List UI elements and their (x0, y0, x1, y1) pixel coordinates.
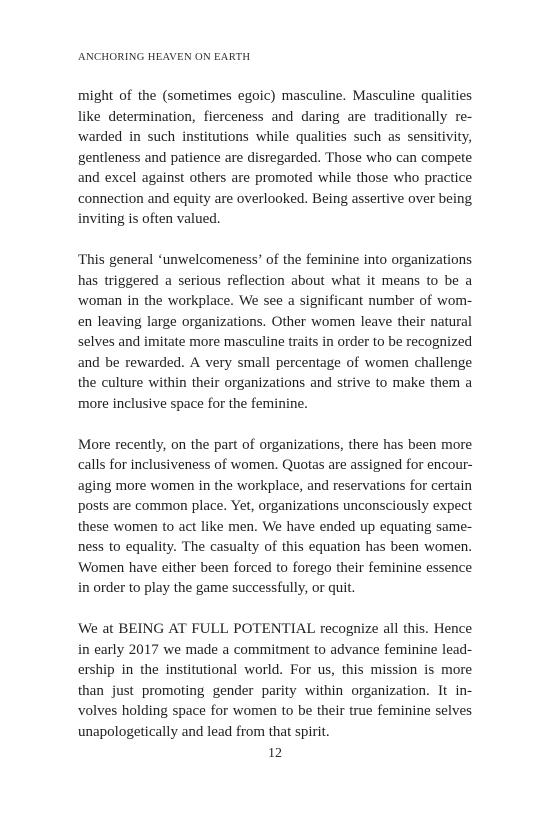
text-line: Women have either been forced to forego their feminine essence (78, 559, 472, 576)
text-line: gentleness and patience are disregarded. Those who can compete (78, 149, 472, 166)
text-line: This general ‘unwelcomeness’ of the feminine into organizations (78, 252, 472, 268)
text-line: in order to play the game successfully, or quit. (78, 580, 356, 596)
text-line: these women to act like men. We have ended up equating same- (78, 518, 472, 535)
text-line: and excel against others are promoted while those who practice (78, 170, 472, 186)
text-line: calls for inclusiveness of women. Quotas are assigned for encour- (78, 457, 473, 473)
page-number: 12 (268, 746, 282, 761)
text-line: more inclusive space for the feminine. (78, 395, 308, 412)
paragraph-gap (78, 230, 472, 251)
text-line: might of the (sometimes egoic) masculine. Masculine qualities (78, 88, 472, 104)
paragraph (78, 435, 472, 599)
text-line: More recently, on the part of organizations, there has been more (78, 436, 472, 453)
text-line: and be rewarded. A very small percentage of women challenge (78, 354, 472, 371)
paragraph (78, 250, 472, 414)
text-line: connection and equity are overlooked. Being assertive over being (78, 190, 472, 207)
paragraph (78, 619, 472, 742)
paragraph-gap (78, 599, 472, 620)
text-line: than just promoting gender parity within organization. It in- (78, 682, 472, 699)
text-line: warded in such institutions while qualities such as sensitivity, (78, 129, 472, 145)
text-line: like determination, fierceness and daring are traditionally re- (78, 108, 472, 125)
text-line: ership in the institutional world. For us, this mission is more (78, 662, 472, 678)
text-line: posts are common place. Yet, organizations unconsciously expect (78, 498, 472, 514)
text-line: We at BEING AT FULL POTENTIAL recognize all this. Hence (78, 621, 472, 637)
text-line: aging more women in the workplace, and reservations for certain (78, 477, 472, 494)
text-line: en leaving large organizations. Other women leave their natural (78, 313, 472, 330)
paragraph (78, 86, 472, 230)
text-line: woman in the workplace. We see a significant number of wom- (78, 293, 472, 309)
text-line: volves holding space for women to be their true feminine selves (78, 703, 472, 719)
body-text (78, 86, 472, 742)
running-header: ANCHORING HEAVEN ON EARTH (78, 52, 251, 63)
text-line: unapologetically and lead from that spirit. (78, 723, 330, 740)
text-line: ness to equality. The casualty of this equation has been women. (78, 539, 472, 555)
paragraph-gap (78, 414, 472, 435)
text-line: selves and imitate more masculine traits in order to be recognized (78, 334, 473, 350)
text-line: the culture within their organizations and strive to make them a (78, 375, 472, 391)
text-line: inviting is often valued. (78, 211, 221, 227)
text-line: in early 2017 we made a commitment to advance feminine lead- (78, 641, 472, 658)
text-line: has triggered a serious reflection about what it means to be a (78, 272, 472, 289)
